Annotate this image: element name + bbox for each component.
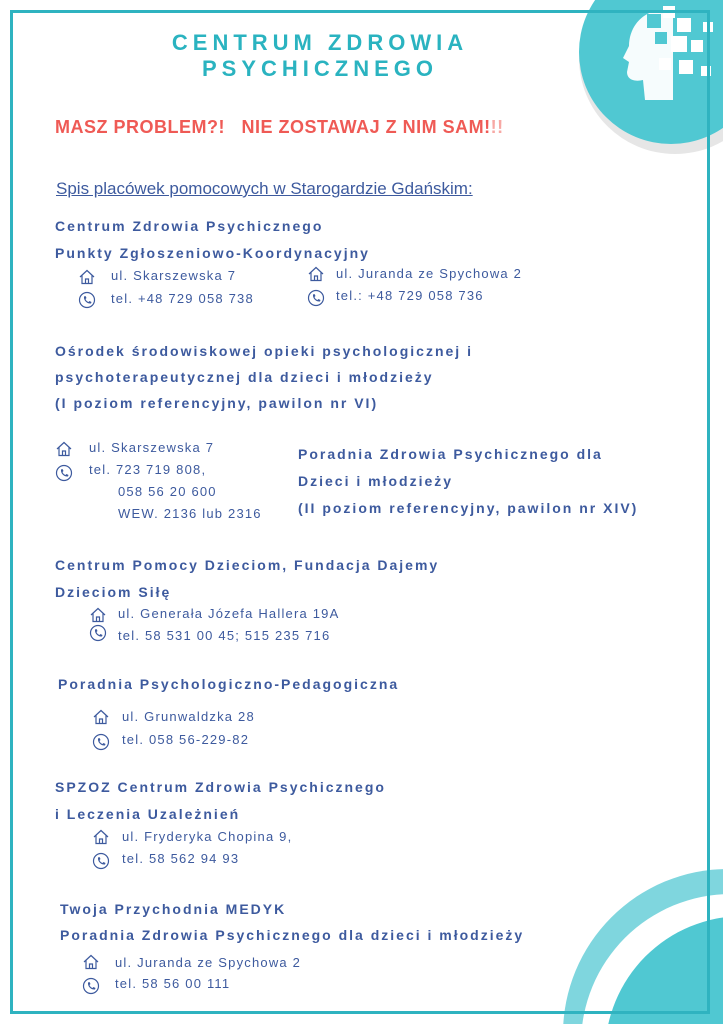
home-icon (55, 440, 73, 458)
address: ul. Generała Józefa Hallera 19A (118, 606, 340, 621)
section-heading: Centrum Zdrowia Psychicznego (55, 218, 324, 234)
section-heading: Punkty Zgłoszeniowo-Koordynacyjny (55, 245, 370, 261)
home-icon (307, 265, 325, 283)
section-heading: (I poziom referencyjny, pawilon nr VI) (55, 395, 379, 411)
phone-number: tel. 58 531 00 45; 515 235 716 (118, 628, 331, 643)
section-heading: Poradnia Zdrowia Psychicznego dla (298, 446, 603, 462)
address: ul. Juranda ze Spychowa 2 (115, 955, 302, 970)
phone-number: tel. 58 56 00 111 (115, 976, 231, 991)
phone-icon (92, 733, 110, 751)
phone-icon (307, 289, 325, 307)
section-heading: SPZOZ Centrum Zdrowia Psychicznego (55, 779, 386, 795)
section-heading: Centrum Pomocy Dzieciom, Fundacja Dajemy (55, 557, 440, 573)
phone-icon (78, 291, 96, 309)
phone-icon (92, 852, 110, 870)
address: ul. Skarszewska 7 (111, 268, 237, 283)
section-heading: psychoterapeutycznej dla dzieci i młodzieży (55, 369, 434, 385)
section-heading: Poradnia Zdrowia Psychicznego dla dzieci i młodzieży (60, 927, 525, 943)
home-icon (92, 828, 110, 846)
home-icon (92, 708, 110, 726)
phone-number: tel. 058 56-229-82 (122, 732, 250, 747)
page-title-line1: CENTRUM ZDROWIA (171, 30, 469, 55)
subtitle: Spis placówek pomocowych w Starogardzie Gdańskim: (56, 179, 473, 198)
home-icon (78, 268, 96, 286)
address: ul. Grunwaldzka 28 (122, 709, 255, 724)
section-heading: Dzieci i młodzieży (298, 473, 454, 489)
alert-fade: !! (490, 117, 504, 137)
phone-number: tel. 58 562 94 93 (122, 851, 240, 866)
phone-extension: WEW. 2136 lub 2316 (118, 506, 262, 521)
address: ul. Juranda ze Spychowa 2 (336, 266, 523, 281)
phone-number: tel. +48 729 058 738 (111, 291, 254, 306)
phone-icon (89, 624, 107, 642)
section-heading: Twoja Przychodnia MEDYK (60, 901, 287, 917)
phone-icon (55, 464, 73, 482)
page-title-line2: PSYCHICZNEGO (201, 56, 439, 81)
section-heading: i Leczenia Uzależnień (55, 806, 241, 822)
section-heading: Dzieciom Siłę (55, 584, 172, 600)
alert-part2: NIE ZOSTAWAJ Z NIM SAM! (241, 117, 491, 137)
alert-part1: MASZ PROBLEM?! (55, 117, 225, 137)
alert-message (55, 117, 504, 138)
section-heading: (II poziom referencyjny, pawilon nr XIV) (298, 500, 639, 516)
address: ul. Fryderyka Chopina 9, (122, 829, 293, 844)
phone-number: tel.: +48 729 058 736 (336, 288, 484, 303)
home-icon (82, 953, 100, 971)
section-heading: Poradnia Psychologiczno-Pedagogiczna (58, 676, 400, 692)
home-icon (89, 606, 107, 624)
address: ul. Skarszewska 7 (89, 440, 215, 455)
phone-icon (82, 977, 100, 995)
phone-number: tel. 723 719 808, (89, 462, 207, 477)
section-heading: Ośrodek środowiskowej opieki psychologicznej i (55, 343, 473, 359)
phone-number: 058 56 20 600 (118, 484, 217, 499)
